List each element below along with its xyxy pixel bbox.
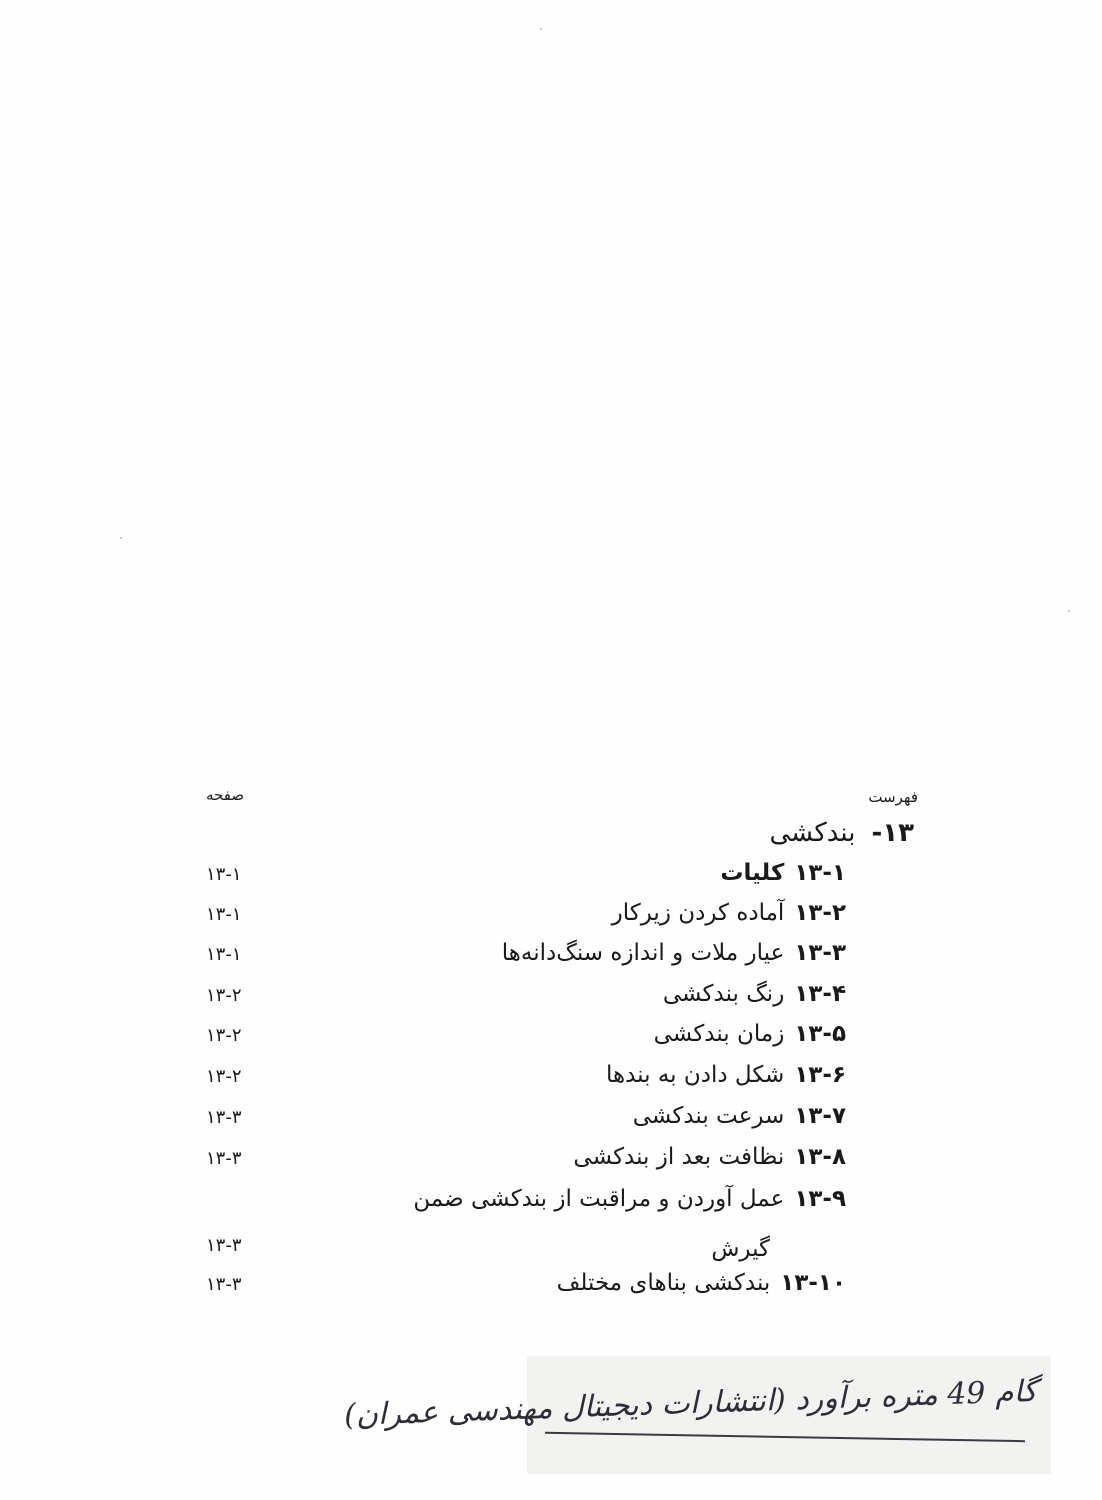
toc-entry-number: ۱۳-۷ — [794, 1103, 846, 1129]
toc-entry — [190, 1103, 846, 1143]
toc-entry-title: شکل دادن به بندها — [605, 1062, 785, 1088]
toc-entry-label — [654, 1021, 846, 1047]
toc-entry-page: ۱۳-۱ — [206, 864, 242, 885]
toc-entry — [190, 1270, 846, 1310]
paper-speck — [1068, 610, 1070, 612]
toc-entry-number: ۱۳-۳ — [794, 940, 846, 966]
toc-entry-label — [557, 1270, 846, 1296]
toc-entry-title: رنگ بندکشی — [662, 981, 785, 1007]
chapter-name: بندکشی — [769, 818, 856, 848]
toc-entry-page: ۱۳-۳ — [206, 1235, 242, 1256]
toc-entry-page: ۱۳-۱ — [206, 904, 242, 925]
handwritten-underline — [545, 1432, 1025, 1442]
toc-entry — [190, 940, 846, 980]
toc-entry-page: ۱۳-۲ — [206, 1066, 242, 1087]
toc-entry — [190, 900, 846, 940]
chapter-number: ۱۳- — [871, 818, 914, 848]
toc-entry-page: ۱۳-۳ — [206, 1107, 242, 1128]
toc-entry-page: ۱۳-۳ — [206, 1274, 242, 1295]
toc-entry — [190, 1186, 846, 1226]
chapter-title — [769, 818, 914, 848]
handwritten-note: گام 49 متره برآورد (انتشارات دیجیتال مهندسی عمران) — [343, 1373, 1038, 1434]
toc-entry-number: ۱۳-۱ — [794, 860, 846, 886]
toc-entry-number: ۱۳-۲ — [794, 900, 846, 926]
toc-entry — [190, 1144, 846, 1184]
paper-speck — [540, 28, 542, 30]
toc-heading: فهرست — [868, 788, 918, 806]
toc-entry-page: ۱۳-۱ — [206, 944, 242, 965]
toc-entry-page: ۱۳-۲ — [206, 985, 242, 1006]
toc-entry-label — [612, 900, 846, 926]
toc-entry-label — [502, 940, 846, 966]
toc-entry-label — [573, 1144, 846, 1170]
toc-entry-label — [720, 860, 846, 886]
toc-entry-number: ۱۳-۵ — [794, 1021, 846, 1047]
toc-entry-title-continuation: گیرش — [711, 1236, 770, 1262]
toc-entry-title: کلیات — [720, 860, 785, 886]
toc-entry — [190, 1021, 846, 1061]
toc-entry-label — [633, 1103, 846, 1129]
handwritten-stamp — [343, 1356, 1051, 1474]
toc-entry-label — [606, 1062, 846, 1088]
toc-entry-label — [413, 1186, 846, 1212]
toc-entry-page: ۱۳-۳ — [206, 1148, 242, 1169]
toc-entry — [190, 1062, 846, 1102]
toc-entry-number: ۱۳-۸ — [794, 1144, 846, 1170]
paper-speck — [120, 537, 122, 539]
toc-entry-page-row — [190, 1231, 846, 1271]
toc-entry-title: آماده کردن زیرکار — [611, 900, 785, 926]
toc-entry-title: نظافت بعد از بندکشی — [573, 1144, 785, 1170]
toc-entry-label — [663, 981, 846, 1007]
toc-entry-title: بندکشی بناهای مختلف — [556, 1270, 771, 1296]
page-column-label: صفحه — [206, 786, 245, 804]
toc-entry-page: ۱۳-۲ — [206, 1025, 242, 1046]
toc-entry-title: عیار ملات و اندازه سنگ‌دانه‌ها — [501, 940, 785, 966]
toc-entry — [190, 981, 846, 1021]
toc-entry-title: زمان بندکشی — [653, 1021, 785, 1047]
toc-entry-number: ۱۳-۴ — [794, 981, 846, 1007]
toc-entry-title: عمل آوردن و مراقبت از بندکشی ضمن — [413, 1186, 785, 1212]
toc-entry-number: ۱۳-۹ — [794, 1186, 846, 1212]
toc-entry-number: ۱۳-۱۰ — [780, 1270, 846, 1296]
toc-entry-title: سرعت بندکشی — [632, 1103, 785, 1129]
toc-entry — [190, 860, 846, 900]
toc-entry-number: ۱۳-۶ — [794, 1062, 846, 1088]
